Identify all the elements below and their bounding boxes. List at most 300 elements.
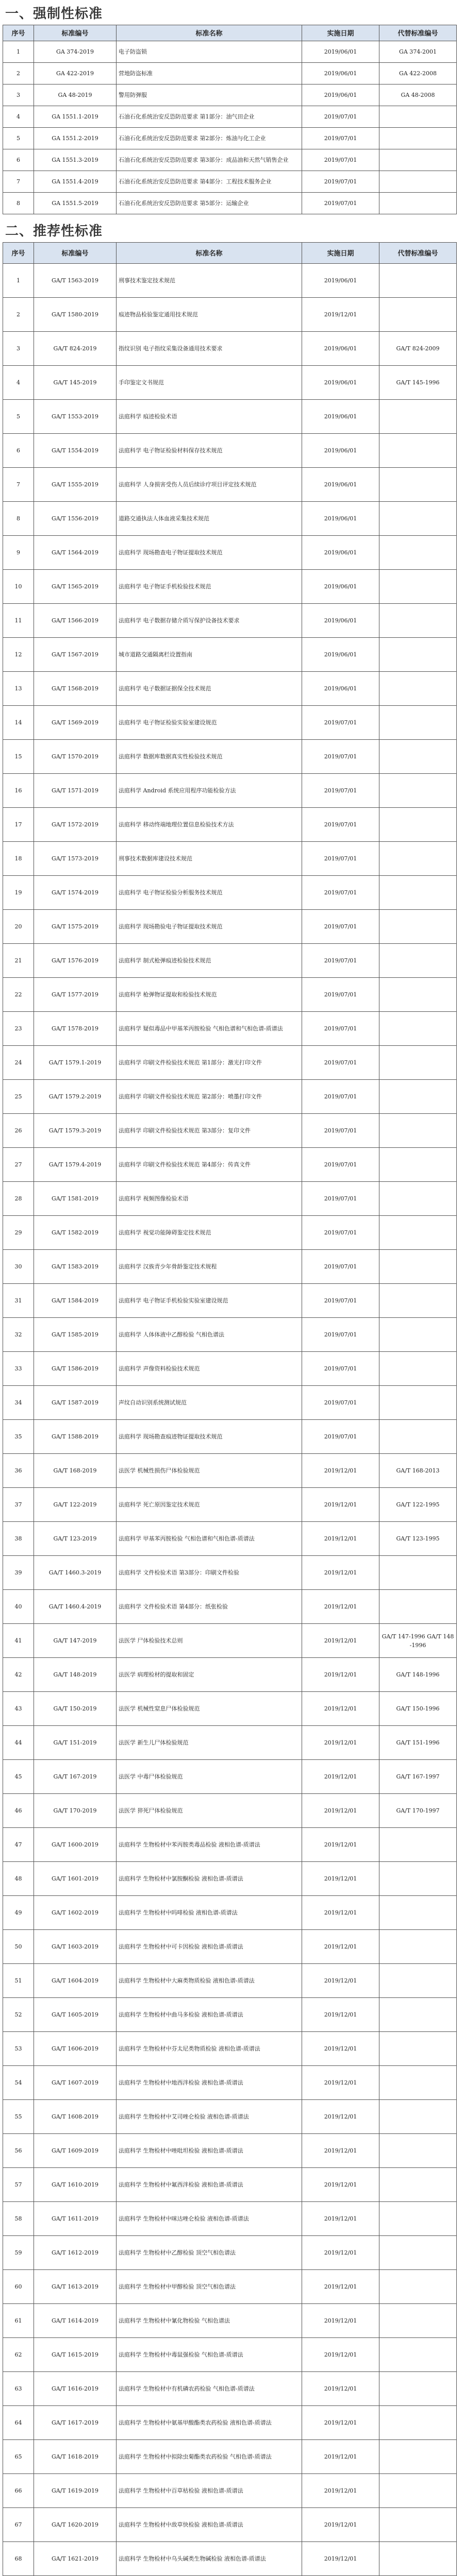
cell-replaced: GA/T 151-1996 [379, 1726, 457, 1760]
cell-std-name: 法庭科学 移动终端地理位置信息检验技术方法 [117, 808, 302, 842]
cell-std-name: 法庭科学 电子数据存储介质写保护设备技术要求 [117, 604, 302, 638]
header-no: 序号 [3, 25, 34, 41]
cell-std-name: 石油石化系统治安反恐防范要求 第4部分：工程技术服务企业 [117, 171, 302, 193]
cell-no: 8 [3, 502, 34, 536]
cell-impl-date: 2019/12/01 [302, 2406, 379, 2440]
cell-no: 34 [3, 1386, 34, 1420]
cell-std-name: 法医学 尸体检验技术总则 [117, 1624, 302, 1658]
cell-std-name: 石油石化系统治安反恐防范要求 第5部分：运输企业 [117, 193, 302, 214]
cell-replaced [379, 1080, 457, 1114]
cell-impl-date: 2019/07/01 [302, 706, 379, 740]
cell-no: 55 [3, 2100, 34, 2134]
cell-no: 35 [3, 1420, 34, 1454]
cell-std-number: GA/T 1575-2019 [34, 910, 117, 944]
cell-replaced [379, 502, 457, 536]
cell-std-number: GA/T 824-2019 [34, 332, 117, 366]
cell-std-name: 道路交通执法人体血液采集技术规范 [117, 502, 302, 536]
cell-no: 4 [3, 106, 34, 128]
table-row [3, 1692, 457, 1726]
cell-replaced [379, 1284, 457, 1318]
cell-impl-date: 2019/06/01 [302, 63, 379, 84]
cell-replaced [379, 1590, 457, 1624]
cell-no: 36 [3, 1454, 34, 1488]
cell-impl-date: 2019/12/01 [302, 2168, 379, 2202]
cell-replaced [379, 171, 457, 193]
cell-std-number: GA/T 1571-2019 [34, 774, 117, 808]
table-row [3, 1352, 457, 1386]
cell-std-name: 法庭科学 电子物证检验实验室建设规范 [117, 706, 302, 740]
cell-impl-date: 2019/12/01 [302, 2100, 379, 2134]
cell-replaced [379, 570, 457, 604]
cell-impl-date: 2019/07/01 [302, 1318, 379, 1352]
cell-std-name: 营地防盗标准 [117, 63, 302, 84]
table-row [3, 2440, 457, 2474]
cell-replaced [379, 978, 457, 1012]
cell-no: 6 [3, 434, 34, 468]
cell-std-name: 痕迹物品检验鉴定通用技术规范 [117, 298, 302, 332]
cell-std-name: 法庭科学 印刷文件检验技术规范 第2部分：喷墨打印文件 [117, 1080, 302, 1114]
cell-no: 22 [3, 978, 34, 1012]
table-row [3, 149, 457, 171]
cell-impl-date: 2019/12/01 [302, 2304, 379, 2338]
cell-no: 20 [3, 910, 34, 944]
cell-impl-date: 2019/06/01 [302, 332, 379, 366]
cell-replaced [379, 1046, 457, 1080]
cell-std-name: 法庭科学 Android 系统应用程序功能检验方法 [117, 774, 302, 808]
table-row [3, 2508, 457, 2542]
cell-no: 19 [3, 876, 34, 910]
cell-replaced [379, 1964, 457, 1998]
cell-replaced [379, 2372, 457, 2406]
cell-std-number: GA/T 1579.4-2019 [34, 1148, 117, 1182]
table-row [3, 1726, 457, 1760]
table-row [3, 2474, 457, 2508]
cell-std-name: 法庭科学 生物检材中吗啡检验 液相色谱-质谱法 [117, 1896, 302, 1930]
cell-impl-date: 2019/07/01 [302, 1250, 379, 1284]
cell-std-number: GA/T 1619-2019 [34, 2474, 117, 2508]
table-row [3, 1998, 457, 2032]
header-impl-date: 实施日期 [302, 25, 379, 41]
cell-replaced [379, 1250, 457, 1284]
cell-no: 27 [3, 1148, 34, 1182]
table-row [3, 468, 457, 502]
table-row [3, 2406, 457, 2440]
table-row [3, 2270, 457, 2304]
header-impl-date: 实施日期 [302, 243, 379, 264]
cell-std-name: 法庭科学 枪弹物证提取和检验技术规范 [117, 978, 302, 1012]
cell-no: 30 [3, 1250, 34, 1284]
cell-std-name: 法庭科学 数据库数据真实性检验技术规范 [117, 740, 302, 774]
cell-std-name: 法庭科学 生物检材中苯丙胺类毒品检验 液相色谱-质谱法 [117, 1828, 302, 1862]
cell-std-number: GA/T 1460.3-2019 [34, 1556, 117, 1590]
cell-std-number: GA/T 1555-2019 [34, 468, 117, 502]
table-row [3, 1114, 457, 1148]
cell-no: 2 [3, 63, 34, 84]
cell-no: 3 [3, 332, 34, 366]
cell-no: 5 [3, 400, 34, 434]
cell-std-number: GA/T 1606-2019 [34, 2032, 117, 2066]
cell-no: 64 [3, 2406, 34, 2440]
table-row [3, 434, 457, 468]
table-row [3, 298, 457, 332]
cell-std-number: GA 48-2019 [34, 84, 117, 106]
cell-std-number: GA/T 1568-2019 [34, 672, 117, 706]
table-row [3, 944, 457, 978]
cell-no: 39 [3, 1556, 34, 1590]
cell-std-name: 法庭科学 人身损害受伤人员后续诊疗项目评定技术规范 [117, 468, 302, 502]
cell-replaced [379, 2474, 457, 2508]
cell-no: 29 [3, 1216, 34, 1250]
cell-std-name: 法医学 病理检材的提取和固定 [117, 1658, 302, 1692]
cell-std-number: GA/T 1579.1-2019 [34, 1046, 117, 1080]
table-row [3, 1794, 457, 1828]
cell-std-name: 刑事技术鉴定技术规范 [117, 264, 302, 298]
cell-std-number: GA/T 1588-2019 [34, 1420, 117, 1454]
cell-no: 15 [3, 740, 34, 774]
cell-impl-date: 2019/12/01 [302, 1692, 379, 1726]
cell-replaced [379, 2066, 457, 2100]
cell-std-number: GA/T 1556-2019 [34, 502, 117, 536]
cell-std-name: 法庭科学 生物检材中百草枯检验 液相色谱-质谱法 [117, 2474, 302, 2508]
cell-replaced: GA 48-2008 [379, 84, 457, 106]
table-row [3, 2134, 457, 2168]
cell-replaced [379, 106, 457, 128]
cell-no: 7 [3, 171, 34, 193]
cell-std-number: GA/T 1620-2019 [34, 2508, 117, 2542]
cell-no: 31 [3, 1284, 34, 1318]
cell-no: 52 [3, 1998, 34, 2032]
cell-no: 1 [3, 264, 34, 298]
cell-no: 42 [3, 1658, 34, 1692]
table-row [3, 1896, 457, 1930]
cell-std-name: 法庭科学 生物检材中敌草快检验 液相色谱-质谱法 [117, 2508, 302, 2542]
cell-std-number: GA/T 1584-2019 [34, 1284, 117, 1318]
table-row [3, 1318, 457, 1352]
cell-no: 37 [3, 1488, 34, 1522]
table-row [3, 1420, 457, 1454]
cell-impl-date: 2019/12/01 [302, 2134, 379, 2168]
cell-std-name: 法庭科学 生物检材中氨基甲酸酯类农药检验 液相色谱-质谱法 [117, 2406, 302, 2440]
cell-no: 60 [3, 2270, 34, 2304]
cell-std-number: GA/T 1618-2019 [34, 2440, 117, 2474]
cell-std-number: GA/T 148-2019 [34, 1658, 117, 1692]
cell-impl-date: 2019/12/01 [302, 1862, 379, 1896]
cell-std-number: GA/T 1615-2019 [34, 2338, 117, 2372]
cell-std-name: 法庭科学 生物检材中甲醇检验 顶空气相色谱法 [117, 2270, 302, 2304]
cell-std-number: GA/T 1613-2019 [34, 2270, 117, 2304]
table-row [3, 1658, 457, 1692]
cell-std-number: GA/T 1460.4-2019 [34, 1590, 117, 1624]
table-row [3, 1760, 457, 1794]
table-row [3, 2236, 457, 2270]
cell-impl-date: 2019/07/01 [302, 740, 379, 774]
cell-std-name: 法庭科学 现场勘验电子物证提取技术规范 [117, 910, 302, 944]
cell-impl-date: 2019/07/01 [302, 876, 379, 910]
cell-std-name: 法庭科学 痕迹检验术语 [117, 400, 302, 434]
cell-impl-date: 2019/07/01 [302, 128, 379, 149]
cell-impl-date: 2019/07/01 [302, 149, 379, 171]
table-row [3, 570, 457, 604]
cell-std-number: GA/T 1580-2019 [34, 298, 117, 332]
cell-std-name: 法庭科学 生物检材中氰化物检验 气相色谱法 [117, 2304, 302, 2338]
cell-replaced [379, 1930, 457, 1964]
cell-std-name: 法庭科学 生物检材中毒鼠强检验 气相色谱-质谱法 [117, 2338, 302, 2372]
table-header-row [3, 243, 457, 264]
cell-replaced [379, 740, 457, 774]
cell-replaced [379, 2270, 457, 2304]
table-row [3, 740, 457, 774]
cell-no: 38 [3, 1522, 34, 1556]
table-row [3, 2168, 457, 2202]
cell-std-number: GA/T 1567-2019 [34, 638, 117, 672]
cell-std-number: GA 374-2019 [34, 41, 117, 63]
table-row [3, 1488, 457, 1522]
cell-replaced: GA/T 147-1996 GA/T 148-1996 [379, 1624, 457, 1658]
cell-std-name: 电子防盗锁 [117, 41, 302, 63]
cell-std-number: GA 1551.3-2019 [34, 149, 117, 171]
cell-impl-date: 2019/06/01 [302, 638, 379, 672]
cell-std-name: 法庭科学 现场勘查痕迹物证提取技术规范 [117, 1420, 302, 1454]
cell-std-name: 手印鉴定文书规范 [117, 366, 302, 400]
cell-std-name: 法庭科学 死亡原因鉴定技术规范 [117, 1488, 302, 1522]
cell-replaced [379, 1862, 457, 1896]
cell-std-number: GA/T 123-2019 [34, 1522, 117, 1556]
cell-std-number: GA/T 1582-2019 [34, 1216, 117, 1250]
cell-replaced [379, 2338, 457, 2372]
cell-replaced [379, 842, 457, 876]
cell-impl-date: 2019/06/01 [302, 264, 379, 298]
cell-replaced: GA/T 123-1995 [379, 1522, 457, 1556]
cell-std-name: 法庭科学 汉族青少年骨龄鉴定技术规程 [117, 1250, 302, 1284]
cell-std-name: 法庭科学 生物检材中拟除虫菊酯类农药检验 气相色谱-质谱法 [117, 2440, 302, 2474]
cell-replaced [379, 2406, 457, 2440]
cell-no: 45 [3, 1760, 34, 1794]
table-row [3, 264, 457, 298]
cell-no: 41 [3, 1624, 34, 1658]
table-row [3, 332, 457, 366]
cell-impl-date: 2019/12/01 [302, 1794, 379, 1828]
cell-replaced [379, 638, 457, 672]
cell-std-number: GA/T 1554-2019 [34, 434, 117, 468]
cell-impl-date: 2019/07/01 [302, 1114, 379, 1148]
cell-std-name: 法庭科学 人体体液中乙醇检验 气相色谱法 [117, 1318, 302, 1352]
cell-std-name: 法庭科学 电子物证检验材料保存技术规范 [117, 434, 302, 468]
cell-impl-date: 2019/12/01 [302, 1488, 379, 1522]
cell-replaced [379, 2134, 457, 2168]
cell-no: 7 [3, 468, 34, 502]
cell-std-name: 法庭科学 生物检材中咪达唑仑检验 液相色谱-质谱法 [117, 2202, 302, 2236]
cell-impl-date: 2019/12/01 [302, 1998, 379, 2032]
mandatory-standards-table [3, 25, 457, 214]
cell-replaced [379, 298, 457, 332]
cell-std-name: 刑事技术数据库建设技术规范 [117, 842, 302, 876]
cell-std-name: 法庭科学 生物检材中氯胺酮检验 液相色谱-质谱法 [117, 1862, 302, 1896]
cell-replaced [379, 468, 457, 502]
cell-std-number: GA/T 1611-2019 [34, 2202, 117, 2236]
table-row [3, 1250, 457, 1284]
cell-std-name: 法庭科学 文件检验术语 第4部分：纸张检验 [117, 1590, 302, 1624]
cell-replaced [379, 2100, 457, 2134]
cell-replaced [379, 264, 457, 298]
table-row [3, 1386, 457, 1420]
cell-impl-date: 2019/12/01 [302, 1658, 379, 1692]
cell-std-number: GA 1551.1-2019 [34, 106, 117, 128]
table-row [3, 84, 457, 106]
cell-std-number: GA/T 1569-2019 [34, 706, 117, 740]
cell-no: 61 [3, 2304, 34, 2338]
cell-no: 8 [3, 193, 34, 214]
table-row [3, 842, 457, 876]
cell-replaced [379, 1182, 457, 1216]
table-row [3, 2202, 457, 2236]
cell-impl-date: 2019/07/01 [302, 1012, 379, 1046]
header-std-number: 标准编号 [34, 243, 117, 264]
table-row [3, 63, 457, 84]
cell-no: 17 [3, 808, 34, 842]
cell-std-name: 法庭科学 文件检验术语 第3部分：印刷文件检验 [117, 1556, 302, 1590]
cell-std-number: GA/T 1577-2019 [34, 978, 117, 1012]
cell-impl-date: 2019/07/01 [302, 910, 379, 944]
cell-replaced [379, 1352, 457, 1386]
cell-impl-date: 2019/12/01 [302, 2066, 379, 2100]
cell-no: 25 [3, 1080, 34, 1114]
cell-impl-date: 2019/12/01 [302, 2372, 379, 2406]
cell-std-name: 声纹自动识别系统测试规范 [117, 1386, 302, 1420]
cell-impl-date: 2019/07/01 [302, 944, 379, 978]
cell-no: 14 [3, 706, 34, 740]
cell-std-name: 法医学 中毒尸体检验规范 [117, 1760, 302, 1794]
cell-replaced [379, 774, 457, 808]
cell-replaced [379, 2440, 457, 2474]
cell-impl-date: 2019/12/01 [302, 1556, 379, 1590]
cell-std-name: 石油石化系统治安反恐防范要求 第2部分：炼油与化工企业 [117, 128, 302, 149]
cell-no: 3 [3, 84, 34, 106]
cell-replaced [379, 536, 457, 570]
table-row [3, 1828, 457, 1862]
cell-std-number: GA/T 168-2019 [34, 1454, 117, 1488]
cell-no: 65 [3, 2440, 34, 2474]
cell-impl-date: 2019/07/01 [302, 1148, 379, 1182]
cell-std-name: 法庭科学 生物检材中芬太尼类物质检验 液相色谱-质谱法 [117, 2032, 302, 2066]
cell-std-number: GA/T 1601-2019 [34, 1862, 117, 1896]
cell-no: 6 [3, 149, 34, 171]
cell-std-number: GA/T 145-2019 [34, 366, 117, 400]
cell-impl-date: 2019/06/01 [302, 536, 379, 570]
cell-no: 51 [3, 1964, 34, 1998]
cell-no: 53 [3, 2032, 34, 2066]
table-row [3, 1522, 457, 1556]
cell-std-name: 警用防弹服 [117, 84, 302, 106]
cell-no: 32 [3, 1318, 34, 1352]
cell-std-name: 法庭科学 疑似毒品中甲基苯丙胺检验 气相色谱和气相色谱-质谱法 [117, 1012, 302, 1046]
cell-replaced [379, 706, 457, 740]
cell-impl-date: 2019/07/01 [302, 171, 379, 193]
cell-replaced [379, 876, 457, 910]
cell-replaced [379, 1420, 457, 1454]
cell-impl-date: 2019/07/01 [302, 106, 379, 128]
cell-std-number: GA 422-2019 [34, 63, 117, 84]
table-row [3, 1964, 457, 1998]
cell-no: 16 [3, 774, 34, 808]
cell-std-number: GA/T 1553-2019 [34, 400, 117, 434]
cell-no: 40 [3, 1590, 34, 1624]
cell-impl-date: 2019/07/01 [302, 1352, 379, 1386]
cell-replaced [379, 1148, 457, 1182]
cell-no: 46 [3, 1794, 34, 1828]
cell-impl-date: 2019/12/01 [302, 2440, 379, 2474]
header-replaced: 代替标准编号 [379, 25, 457, 41]
cell-replaced [379, 944, 457, 978]
cell-std-number: GA/T 1570-2019 [34, 740, 117, 774]
cell-replaced [379, 910, 457, 944]
table-row [3, 106, 457, 128]
cell-replaced [379, 400, 457, 434]
cell-no: 5 [3, 128, 34, 149]
header-std-name: 标准名称 [117, 243, 302, 264]
table-header-row [3, 25, 457, 41]
cell-std-number: GA/T 1579.3-2019 [34, 1114, 117, 1148]
cell-impl-date: 2019/12/01 [302, 1964, 379, 1998]
cell-std-number: GA/T 1563-2019 [34, 264, 117, 298]
cell-std-number: GA/T 1574-2019 [34, 876, 117, 910]
cell-replaced: GA/T 170-1997 [379, 1794, 457, 1828]
cell-impl-date: 2019/06/01 [302, 604, 379, 638]
cell-impl-date: 2019/12/01 [302, 2474, 379, 2508]
cell-std-number: GA/T 1609-2019 [34, 2134, 117, 2168]
cell-std-number: GA/T 1586-2019 [34, 1352, 117, 1386]
table-row [3, 774, 457, 808]
cell-std-name: 法庭科学 印刷文件检验技术规范 第3部分：复印文件 [117, 1114, 302, 1148]
cell-std-name: 法庭科学 生物检材中氟西泮检验 液相色谱-质谱法 [117, 2168, 302, 2202]
table-row [3, 536, 457, 570]
cell-std-name: 城市道路交通隔离栏设置指南 [117, 638, 302, 672]
cell-replaced [379, 1114, 457, 1148]
cell-impl-date: 2019/12/01 [302, 1454, 379, 1488]
cell-no: 11 [3, 604, 34, 638]
table-row [3, 366, 457, 400]
recommended-standards-table [3, 242, 457, 2576]
cell-std-number: GA 1551.2-2019 [34, 128, 117, 149]
cell-std-name: 法庭科学 生物检材中乌头碱类生物碱检验 液相色谱-质谱法 [117, 2542, 302, 2576]
cell-no: 50 [3, 1930, 34, 1964]
cell-no: 4 [3, 366, 34, 400]
table-row [3, 604, 457, 638]
cell-std-number: GA/T 1576-2019 [34, 944, 117, 978]
cell-replaced [379, 1318, 457, 1352]
cell-std-number: GA/T 1578-2019 [34, 1012, 117, 1046]
table-row [3, 1182, 457, 1216]
cell-std-number: GA/T 1607-2019 [34, 2066, 117, 2100]
table-row [3, 2372, 457, 2406]
table-row [3, 502, 457, 536]
table-row [3, 1454, 457, 1488]
cell-std-number: GA/T 1610-2019 [34, 2168, 117, 2202]
cell-no: 44 [3, 1726, 34, 1760]
cell-replaced: GA/T 150-1996 [379, 1692, 457, 1726]
cell-std-number: GA/T 122-2019 [34, 1488, 117, 1522]
table-row [3, 2542, 457, 2576]
cell-impl-date: 2019/12/01 [302, 2270, 379, 2304]
cell-no: 66 [3, 2474, 34, 2508]
cell-impl-date: 2019/07/01 [302, 1080, 379, 1114]
table-row [3, 706, 457, 740]
cell-impl-date: 2019/06/01 [302, 400, 379, 434]
cell-no: 13 [3, 672, 34, 706]
cell-no: 47 [3, 1828, 34, 1862]
table-row [3, 1590, 457, 1624]
cell-std-name: 法庭科学 印刷文件检验技术规范 第4部分：传真文件 [117, 1148, 302, 1182]
table-row [3, 2304, 457, 2338]
